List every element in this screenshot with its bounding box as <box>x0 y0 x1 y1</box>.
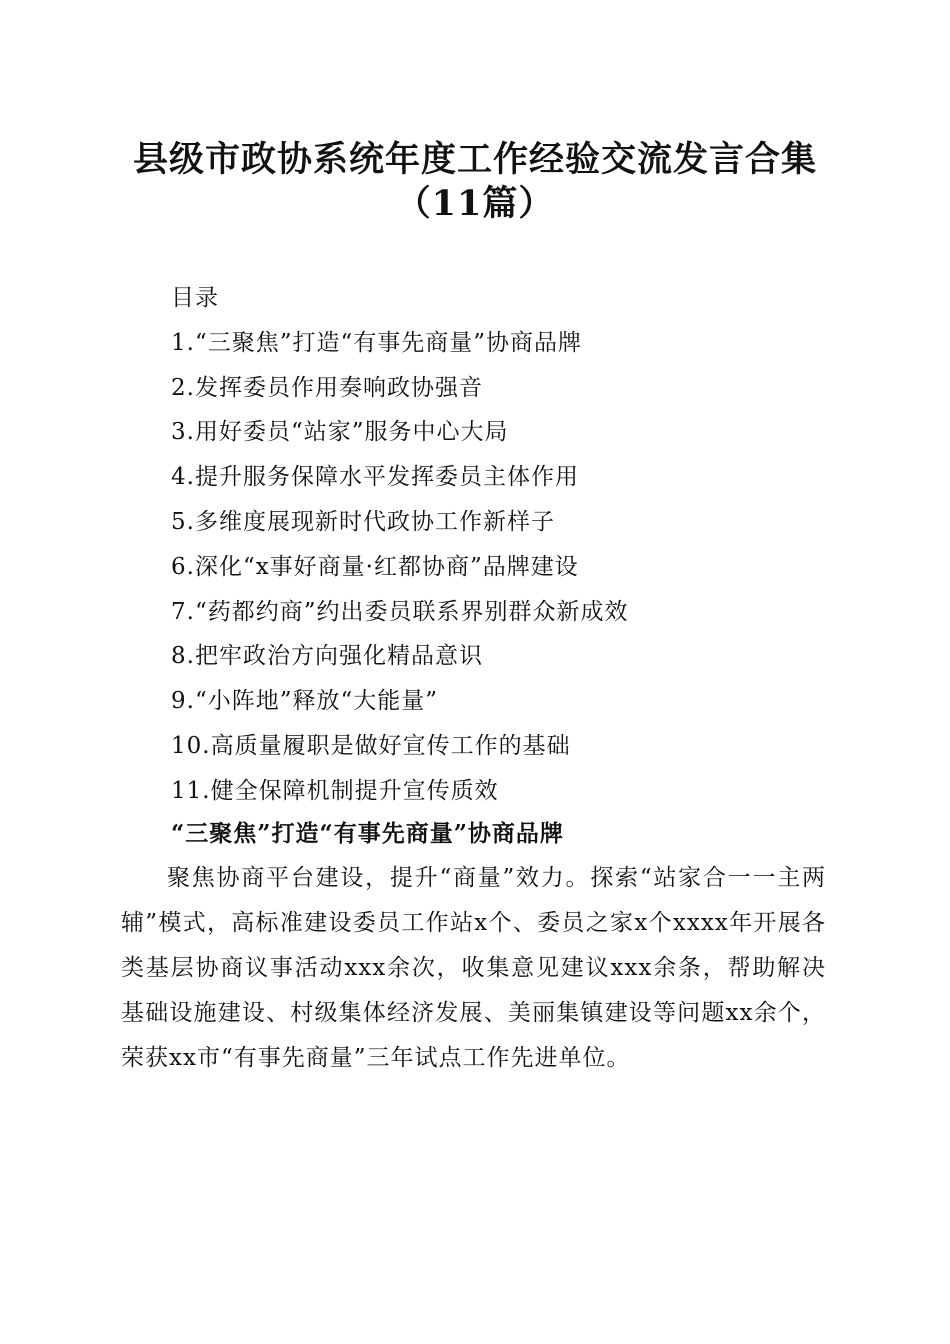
toc-heading: 目录 <box>171 285 219 311</box>
body-paragraph: 聚焦协商平台建设，提升“商量”效力。探索“站家合一一主两辅”模式，高标准建设委员工作站x个、委员之家x个xxxx年开展各类基层协商议事活动xxx余次，收集意见建议xxx余条，帮助解决基础设施建设、村级集体经济发展、美丽集镇建设等问题xx余个，荣获xx市“有事先商量”三年试点工作先进单位。 <box>121 865 826 1071</box>
toc-item: 9.“小阵地”释放“大能量” <box>171 688 438 715</box>
section-heading: “三聚焦”打造“有事先商量”协商品牌 <box>171 820 564 847</box>
toc-item: 11.健全保障机制提升宣传质效 <box>171 777 499 804</box>
document-title-count: （11篇） <box>395 183 555 224</box>
toc-item: 5.多维度展现新时代政协工作新样子 <box>171 508 555 535</box>
table-of-contents <box>171 276 871 814</box>
toc-item: 3.用好委员“站家”服务中心大局 <box>171 419 509 446</box>
toc-item: 1.“三聚焦”打造“有事先商量”协商品牌 <box>171 329 582 356</box>
toc-item: 6.深化“x事好商量·红都协商”品牌建设 <box>171 553 579 580</box>
toc-item: 4.提升服务保障水平发挥委员主体作用 <box>171 464 579 491</box>
toc-item: 10.高质量履职是做好宣传工作的基础 <box>171 732 571 759</box>
toc-item: 8.把牢政治方向强化精品意识 <box>171 643 483 670</box>
document-title: 县级市政协系统年度工作经验交流发言合集 <box>132 139 817 180</box>
toc-item: 7.“药都约商”约出委员联系界别群众新成效 <box>171 598 629 625</box>
toc-item: 2.发挥委员作用奏响政协强音 <box>171 374 483 401</box>
